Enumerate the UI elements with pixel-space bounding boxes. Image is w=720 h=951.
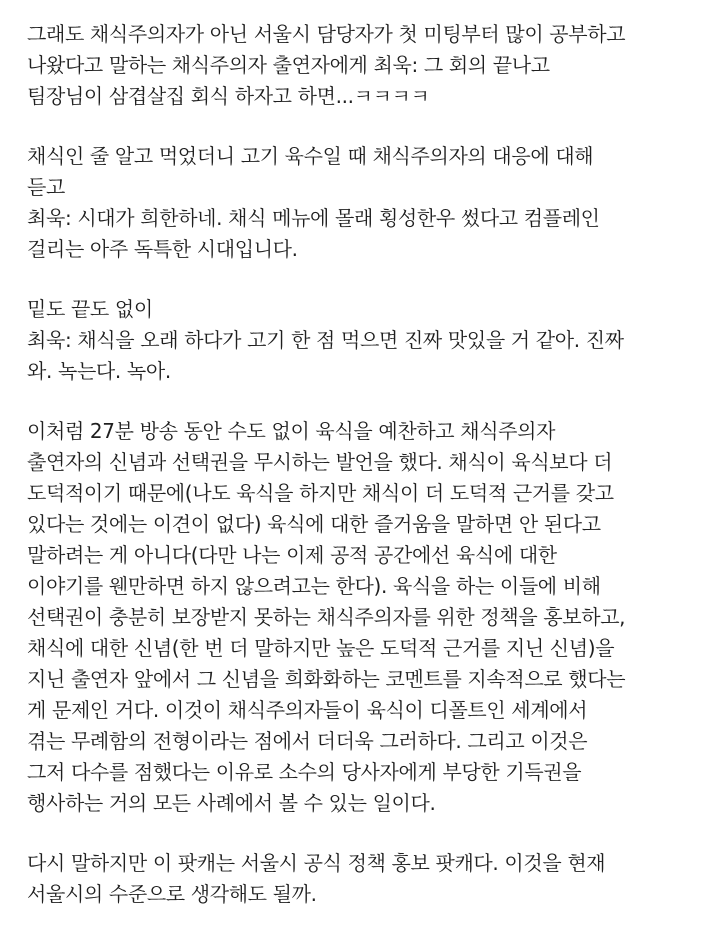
text-line: 출연자의 신념과 선택권을 무시하는 발언을 했다. 채식이 육식보다 더 <box>27 450 613 474</box>
text-line: 최욱: 채식을 오래 하다가 고기 한 점 먹으면 진짜 맛있을 거 같아. 진짜 <box>27 328 624 352</box>
text-line: 팀장님이 삼겹살집 회식 하자고 하면...ㅋㅋㅋㅋ <box>27 84 430 108</box>
paragraph-2 <box>27 141 700 265</box>
paragraph-3 <box>27 294 700 387</box>
text-line: 도덕적이기 때문에(나도 육식을 하지만 채식이 더 도덕적 근거를 갖고 <box>27 481 614 505</box>
text-line: 말하려는 게 아니다(다만 나는 이제 공적 공간에선 육식에 대한 <box>27 543 557 567</box>
text-line: 게 문제인 거다. 이것이 채식주의자들이 육식이 디폴트인 세계에서 <box>27 698 588 722</box>
text-line: 있다는 것에는 이견이 없다) 육식에 대한 즐거움을 말하면 안 된다고 <box>27 512 601 536</box>
text-line: 와. 녹는다. 녹아. <box>27 359 171 383</box>
text-line: 걸리는 아주 독특한 시대입니다. <box>27 237 298 261</box>
text-line: 행사하는 거의 모든 사례에서 볼 수 있는 일이다. <box>27 791 436 815</box>
text-line: 이야기를 웬만하면 하지 않으려고는 한다). 육식을 하는 이들에 비해 <box>27 574 601 598</box>
text-line: 채식에 대한 신념(한 번 더 말하지만 높은 도덕적 근거를 지닌 신념)을 <box>27 636 615 660</box>
text-line: 그저 다수를 점했다는 이유로 소수의 당사자에게 부당한 기득권을 <box>27 760 582 784</box>
text-line: 다시 말하지만 이 팟캐는 서울시 공식 정책 홍보 팟캐다. 이것을 현재 <box>27 851 606 875</box>
text-line: 듣고 <box>27 175 65 199</box>
paragraph-5 <box>27 848 700 910</box>
text-line: 채식인 줄 알고 먹었더니 고기 육수일 때 채식주의자의 대응에 대해 <box>27 144 594 168</box>
text-line: 그래도 채식주의자가 아닌 서울시 담당자가 첫 미팅부터 많이 공부하고 <box>27 22 626 46</box>
text-line: 서울시의 수준으로 생각해도 될까. <box>27 882 317 906</box>
text-line: 나왔다고 말하는 채식주의자 출연자에게 최욱: 그 회의 끝나고 <box>27 53 550 77</box>
text-line: 최욱: 시대가 희한하네. 채식 메뉴에 몰래 횡성한우 썼다고 컴플레인 <box>27 206 600 230</box>
paragraph-1 <box>27 19 700 112</box>
text-line: 지닌 출연자 앞에서 그 신념을 희화화하는 코멘트를 지속적으로 했다는 <box>27 667 626 691</box>
paragraph-4 <box>27 416 700 819</box>
text-line: 이처럼 27분 방송 동안 수도 없이 육식을 예찬하고 채식주의자 <box>27 419 556 443</box>
text-line: 밑도 끝도 없이 <box>27 297 153 321</box>
text-line: 선택권이 충분히 보장받지 못하는 채식주의자를 위한 정책을 홍보하고, <box>27 605 626 629</box>
text-line: 겪는 무례함의 전형이라는 점에서 더더욱 그러하다. 그리고 이것은 <box>27 729 588 753</box>
